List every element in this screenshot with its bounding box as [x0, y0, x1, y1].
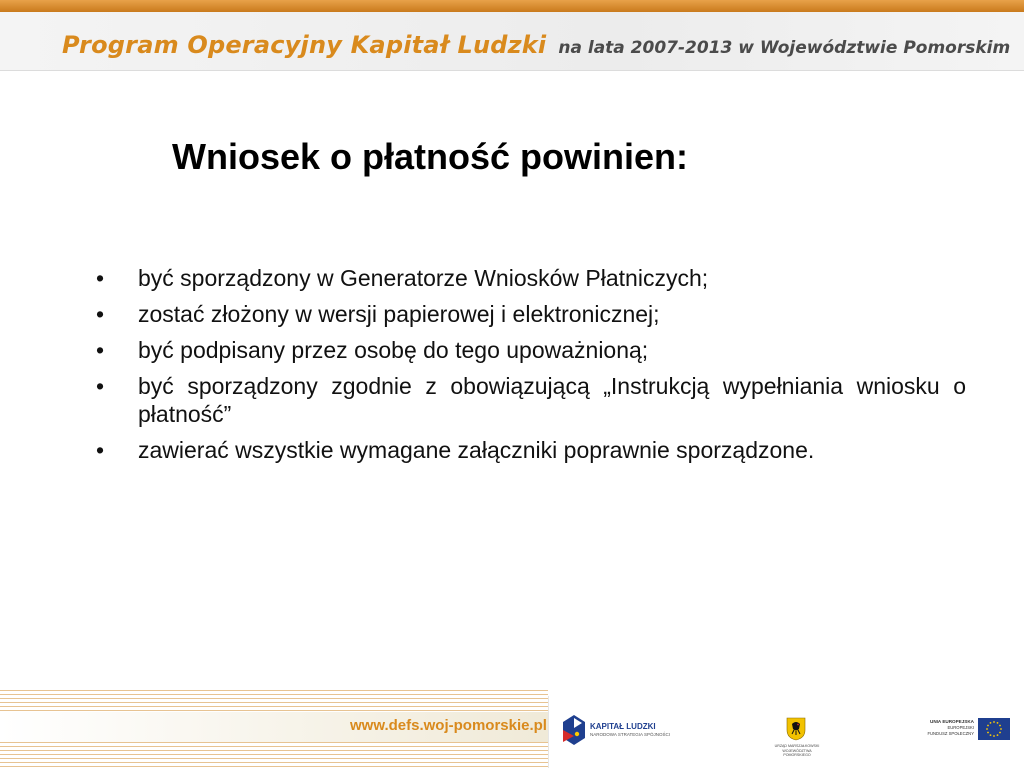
bullet-marker: • [96, 436, 105, 463]
list-item [96, 301, 966, 328]
eu-fund-line2: FUNDUSZ SPOŁECZNY [927, 730, 974, 736]
bullet-marker: • [96, 337, 105, 364]
bullet-text: być sporządzony w Generatorze Wniosków Płatniczych; [138, 265, 709, 291]
header-banner [62, 31, 1010, 59]
pomorskie-crest-icon [786, 717, 806, 741]
header-top-stripe [0, 0, 1024, 12]
bullet-marker: • [96, 265, 105, 291]
slide-title: Wniosek o płatność powinien: [172, 136, 689, 177]
footer-decor-lines [0, 690, 548, 712]
eu-logo-text [910, 719, 974, 737]
bullet-marker: • [96, 373, 105, 400]
bullet-text: zostać złożony w wersji papierowej i elektronicznej; [138, 301, 660, 328]
kapital-ludzki-logo-icon [562, 714, 586, 746]
bullet-text: zawierać wszystkie wymagane załączniki poprawnie sporządzone. [138, 436, 815, 463]
footer-url-link[interactable]: www.defs.woj-pomorskie.pl [350, 717, 547, 734]
kapital-ludzki-name: KAPITAŁ LUDZKI [590, 722, 656, 731]
region-office-text: URZĄD MARSZAŁKOWSKI WOJEWÓDZTWA POMORSKIEGO [774, 744, 820, 758]
bullet-text: być podpisany przez osobę do tego upoważnioną; [138, 337, 649, 364]
header-program-period: na lata 2007-2013 w Województwie Pomorskim [558, 38, 1011, 58]
bullet-list [96, 265, 966, 473]
eu-flag-icon [978, 718, 1010, 740]
bullet-marker: • [96, 301, 105, 328]
bullet-text: być sporządzony zgodnie z obowiązującą „Instrukcją wypełniania wniosku o płatność” [138, 373, 966, 427]
eu-name: UNIA EUROPEJSKA [930, 719, 974, 724]
eu-fund-line1: EUROPEJSKI [947, 725, 974, 731]
list-item [96, 337, 966, 364]
footer-decor-lines-bottom [0, 742, 548, 768]
list-item [96, 265, 966, 292]
list-item [96, 437, 966, 464]
kapital-ludzki-subtitle: NARODOWA STRATEGIA SPÓJNOŚCI [590, 732, 671, 737]
kapital-ludzki-text [590, 722, 670, 737]
list-item [96, 373, 966, 427]
header-program-name: Program Operacyjny Kapitał Ludzki [62, 31, 547, 59]
